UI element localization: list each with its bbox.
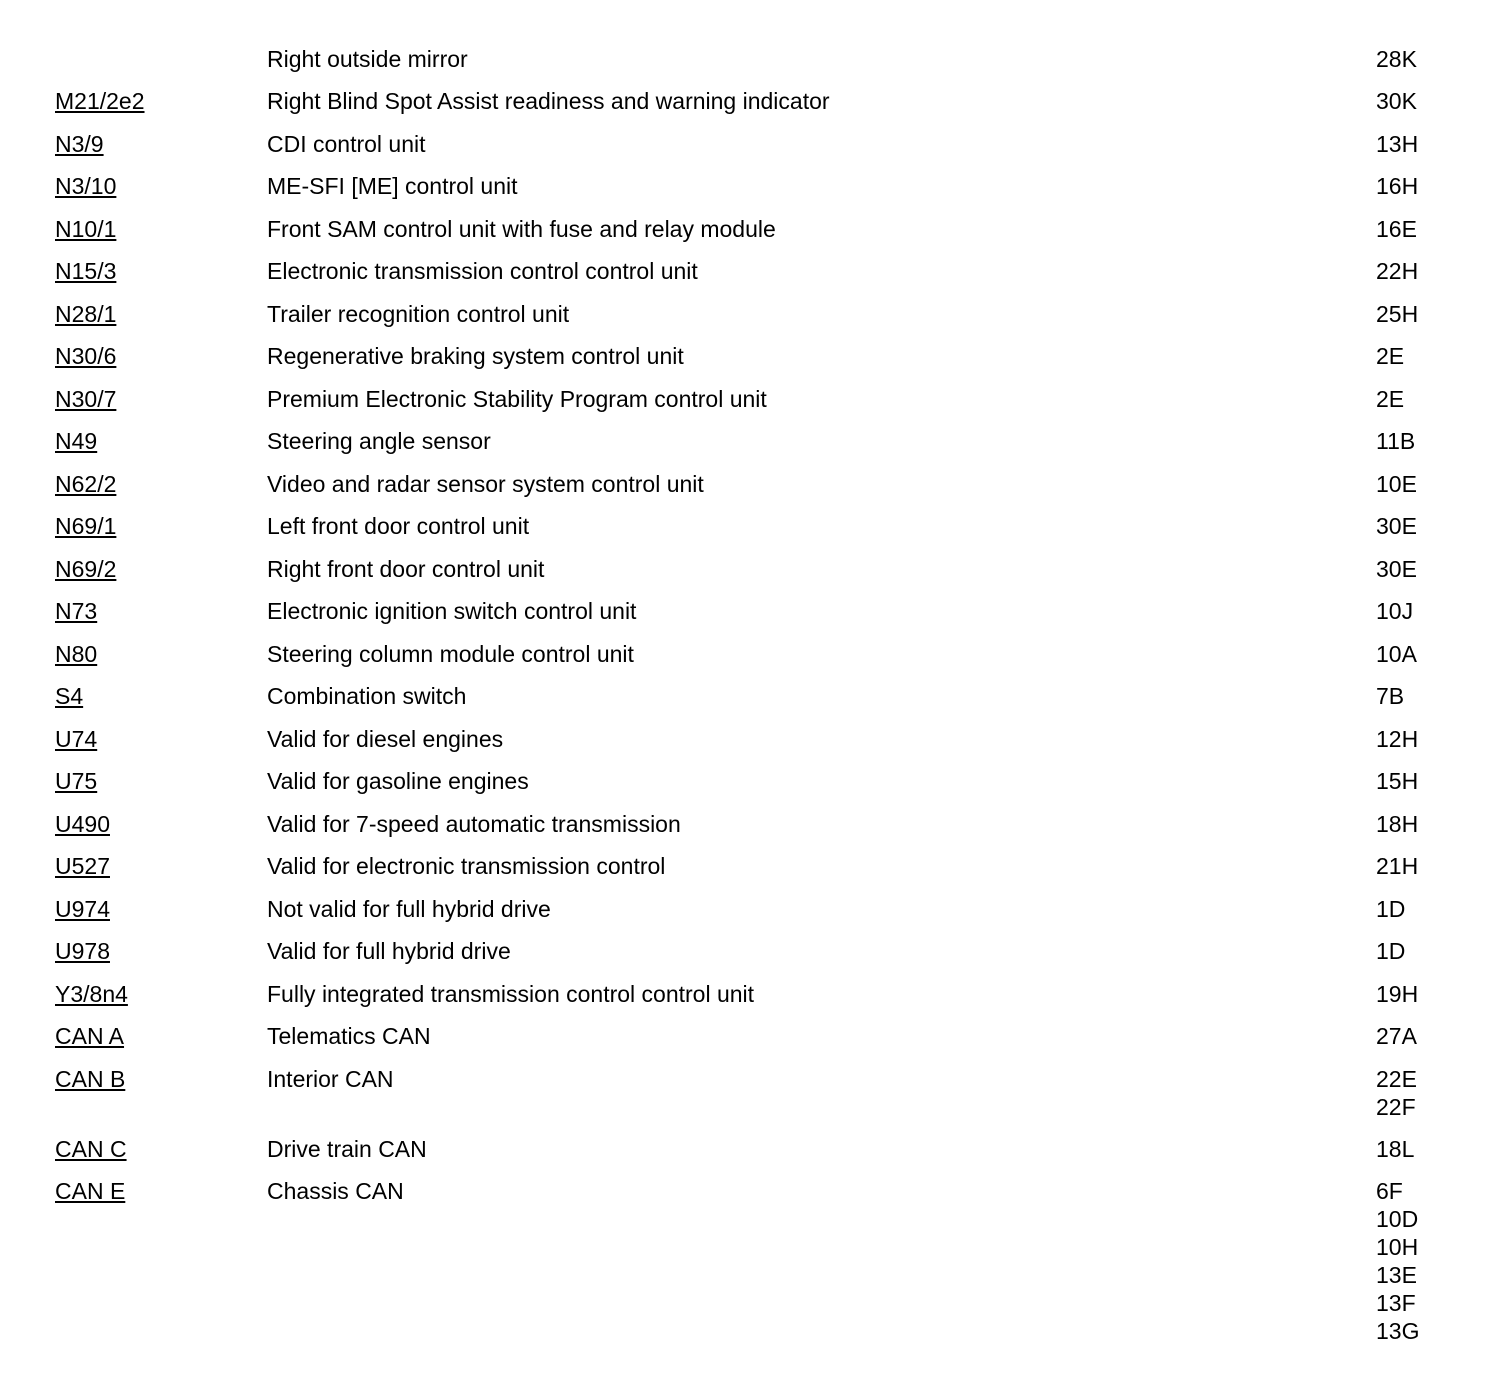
- grid-location: 10H: [1376, 1234, 1419, 1260]
- component-description: Electronic transmission control control unit: [267, 258, 698, 284]
- grid-location: 18H: [1376, 811, 1419, 837]
- grid-location: 10D: [1376, 1206, 1419, 1232]
- grid-location: 27A: [1376, 1023, 1417, 1049]
- component-description: Chassis CAN: [267, 1178, 404, 1204]
- component-description: Valid for 7-speed automatic transmission: [267, 811, 681, 837]
- grid-location: 16E: [1376, 216, 1417, 242]
- grid-location: 22H: [1376, 258, 1419, 284]
- component-code-link[interactable]: N15/3: [55, 258, 117, 284]
- component-description: Interior CAN: [267, 1066, 394, 1092]
- component-code-link[interactable]: N30/6: [55, 343, 117, 369]
- grid-location-list: [1376, 1065, 1417, 1121]
- component-code-link[interactable]: N62/2: [55, 471, 117, 497]
- grid-location: 13E: [1376, 1262, 1417, 1288]
- grid-location-list: [1376, 767, 1418, 795]
- table-row: [0, 470, 1504, 500]
- grid-location-list: [1376, 1135, 1414, 1163]
- grid-location: 7B: [1376, 683, 1405, 709]
- grid-location: 1D: [1376, 938, 1406, 964]
- grid-location: 10A: [1376, 641, 1417, 667]
- component-code-link[interactable]: CAN E: [55, 1178, 126, 1204]
- component-code-link[interactable]: U974: [55, 896, 110, 922]
- table-row: [0, 810, 1504, 840]
- grid-location: 13H: [1376, 131, 1419, 157]
- component-code-link[interactable]: U74: [55, 726, 98, 752]
- grid-location-list: [1376, 852, 1418, 880]
- component-code-link[interactable]: N69/2: [55, 556, 117, 582]
- grid-location: 25H: [1376, 301, 1419, 327]
- grid-location-list: [1376, 512, 1417, 540]
- table-row: [0, 215, 1504, 245]
- component-description: Right front door control unit: [267, 556, 545, 582]
- grid-location: 2E: [1376, 386, 1405, 412]
- table-row: [0, 640, 1504, 670]
- component-code-link[interactable]: N69/1: [55, 513, 117, 539]
- table-row: [0, 300, 1504, 330]
- component-description: Front SAM control unit with fuse and relay module: [267, 216, 776, 242]
- component-code-link[interactable]: CAN A: [55, 1023, 125, 1049]
- component-code-link[interactable]: N3/10: [55, 173, 117, 199]
- table-row: [0, 130, 1504, 160]
- grid-location: 30K: [1376, 88, 1417, 114]
- component-description: Valid for electronic transmission control: [267, 853, 666, 879]
- component-code-link[interactable]: Y3/8n4: [55, 981, 128, 1007]
- component-description: Right Blind Spot Assist readiness and warning indicator: [267, 88, 830, 114]
- grid-location-list: [1376, 257, 1418, 285]
- component-code-link[interactable]: N49: [55, 428, 98, 454]
- component-description: CDI control unit: [267, 131, 426, 157]
- grid-location: 30E: [1376, 513, 1417, 539]
- grid-location: 16H: [1376, 173, 1419, 199]
- table-row: [0, 1022, 1504, 1052]
- grid-location: 11B: [1376, 428, 1416, 454]
- grid-location-list: [1376, 937, 1405, 965]
- component-code-link[interactable]: U490: [55, 811, 110, 837]
- grid-location-list: [1376, 130, 1418, 158]
- component-description: Not valid for full hybrid drive: [267, 896, 551, 922]
- component-code-link[interactable]: N73: [55, 598, 98, 624]
- table-row: [0, 257, 1504, 287]
- grid-location-list: [1376, 470, 1417, 498]
- component-code-link[interactable]: CAN B: [55, 1066, 126, 1092]
- grid-location-list: [1376, 555, 1417, 583]
- grid-location-list: [1376, 895, 1405, 923]
- grid-location-list: [1376, 342, 1404, 370]
- grid-location-list: [1376, 45, 1417, 73]
- table-row: [0, 1135, 1504, 1165]
- table-row: [0, 852, 1504, 882]
- table-row: [0, 342, 1504, 372]
- component-code-link[interactable]: N3/9: [55, 131, 104, 157]
- grid-location: 19H: [1376, 981, 1419, 1007]
- grid-location: 18L: [1376, 1136, 1415, 1162]
- grid-location: 2E: [1376, 343, 1405, 369]
- grid-location-list: [1376, 1022, 1417, 1050]
- component-description: Valid for full hybrid drive: [267, 938, 511, 964]
- grid-location: 12H: [1376, 726, 1419, 752]
- grid-location-list: [1376, 810, 1418, 838]
- component-code-link[interactable]: CAN C: [55, 1136, 127, 1162]
- grid-location-list: [1376, 980, 1418, 1008]
- grid-location: 22F: [1376, 1094, 1416, 1120]
- table-row: [0, 555, 1504, 585]
- component-code-link[interactable]: U978: [55, 938, 110, 964]
- grid-location-list: [1376, 300, 1418, 328]
- component-description: Combination switch: [267, 683, 467, 709]
- table-row: [0, 1065, 1504, 1123]
- table-row: [0, 597, 1504, 627]
- grid-location: 1D: [1376, 896, 1406, 922]
- grid-location: 28K: [1376, 46, 1417, 72]
- component-description: Steering angle sensor: [267, 428, 491, 454]
- component-description: Regenerative braking system control unit: [267, 343, 684, 369]
- grid-location-list: [1376, 1177, 1419, 1345]
- component-description: Right outside mirror: [267, 46, 468, 72]
- grid-location-list: [1376, 597, 1413, 625]
- grid-location-list: [1376, 215, 1417, 243]
- table-row: [0, 45, 1504, 75]
- component-code-link[interactable]: M21/2e2: [55, 88, 145, 114]
- component-code-link[interactable]: N30/7: [55, 386, 117, 412]
- component-description: Valid for diesel engines: [267, 726, 504, 752]
- component-description: Fully integrated transmission control control unit: [267, 981, 755, 1007]
- component-description: Drive train CAN: [267, 1136, 427, 1162]
- component-description: Trailer recognition control unit: [267, 301, 570, 327]
- grid-location-list: [1376, 427, 1415, 455]
- component-code-link[interactable]: U75: [55, 768, 98, 794]
- grid-location: 13G: [1376, 1318, 1420, 1344]
- table-row: [0, 385, 1504, 415]
- component-code-link[interactable]: N28/1: [55, 301, 117, 327]
- table-row: [0, 1177, 1504, 1347]
- grid-location-list: [1376, 640, 1417, 668]
- component-description: ME-SFI [ME] control unit: [267, 173, 518, 199]
- table-row: [0, 427, 1504, 457]
- table-row: [0, 980, 1504, 1010]
- component-description: Telematics CAN: [267, 1023, 431, 1049]
- component-description: Premium Electronic Stability Program control unit: [267, 386, 767, 412]
- grid-location: 10E: [1376, 471, 1417, 497]
- table-row: [0, 87, 1504, 117]
- grid-location-list: [1376, 725, 1418, 753]
- component-description: Electronic ignition switch control unit: [267, 598, 637, 624]
- component-description: Left front door control unit: [267, 513, 530, 539]
- grid-location: 21H: [1376, 853, 1419, 879]
- component-description: Valid for gasoline engines: [267, 768, 529, 794]
- grid-location-list: [1376, 87, 1417, 115]
- component-code-link[interactable]: N10/1: [55, 216, 117, 242]
- component-code-link[interactable]: N80: [55, 641, 98, 667]
- table-row: [0, 512, 1504, 542]
- grid-location: 13F: [1376, 1290, 1416, 1316]
- component-description: Video and radar sensor system control unit: [267, 471, 704, 497]
- table-row: [0, 682, 1504, 712]
- grid-location: 15H: [1376, 768, 1419, 794]
- table-row: [0, 725, 1504, 755]
- grid-location-list: [1376, 682, 1404, 710]
- table-row: [0, 172, 1504, 202]
- table-row: [0, 767, 1504, 797]
- grid-location: 6F: [1376, 1178, 1403, 1204]
- grid-location-list: [1376, 172, 1418, 200]
- grid-location: 22E: [1376, 1066, 1417, 1092]
- component-description: Steering column module control unit: [267, 641, 634, 667]
- component-code-link[interactable]: S4: [55, 683, 84, 709]
- grid-location: 30E: [1376, 556, 1417, 582]
- table-row: [0, 895, 1504, 925]
- grid-location-list: [1376, 385, 1404, 413]
- grid-location: 10J: [1376, 598, 1414, 624]
- table-row: [0, 937, 1504, 967]
- component-code-link[interactable]: U527: [55, 853, 110, 879]
